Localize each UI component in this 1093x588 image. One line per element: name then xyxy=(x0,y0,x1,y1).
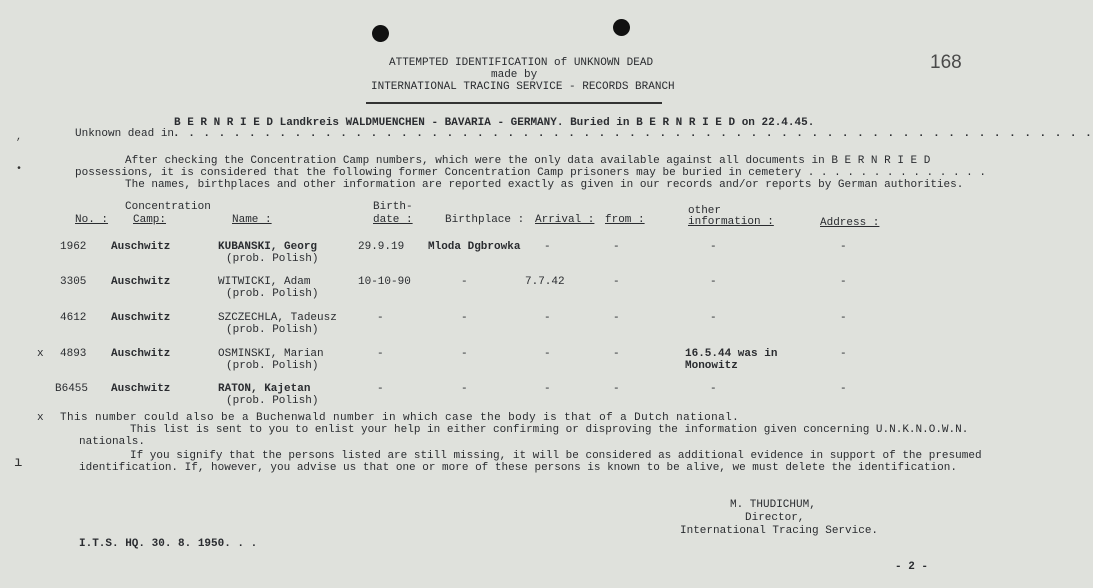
row-from: - xyxy=(613,348,620,360)
row-no: 3305 xyxy=(60,276,87,288)
row-no: 4893 xyxy=(60,348,87,360)
footer-reference: I.T.S. HQ. 30. 8. 1950. . . xyxy=(79,538,258,550)
row-address: - xyxy=(840,312,847,324)
header-from: from : xyxy=(605,214,645,226)
row-address: - xyxy=(840,241,847,253)
row-name: OSMINSKI, Marian xyxy=(218,348,324,360)
row-camp: Auschwitz xyxy=(111,276,171,288)
body-para2-line1: If you signify that the persons listed are still missing, it will be considered as additional evidence in support of the presumed xyxy=(130,450,982,462)
row-from: - xyxy=(613,312,620,324)
intro-line1: After checking the Concentration Camp numbers, which were the only data available against all documents in B E R N R I E D xyxy=(125,155,931,167)
row-from: - xyxy=(613,241,620,253)
unknown-dead-dots: . . . . . . . . . . . . . . . . . . . . . . . . . . . . . . . . . . . . . . . . . . . . . . . . . . . . . . . . . . . . . xyxy=(173,128,1093,140)
header-address: Address : xyxy=(820,217,880,229)
row-name-note: (prob. Polish) xyxy=(226,395,319,407)
body-para2-line2: identification. If, however, you advise us that one or more of these persons is known to be alive, we must delete the identification. xyxy=(79,462,957,474)
row-name-note: (prob. Polish) xyxy=(226,324,319,336)
row-address: - xyxy=(840,383,847,395)
row-birthplace: - xyxy=(461,312,468,324)
body-para1-line2: nationals. xyxy=(79,436,146,448)
row-birthplace: - xyxy=(461,348,468,360)
row-name-note: (prob. Polish) xyxy=(226,253,319,265)
row-birthdate: - xyxy=(377,383,384,395)
punch-hole-right xyxy=(613,19,630,36)
row-other-2: Monowitz xyxy=(685,360,738,372)
row-address: - xyxy=(840,348,847,360)
row-name: RATON, Kajetan xyxy=(218,383,311,395)
header-arrival: Arrival : xyxy=(535,214,595,226)
row-camp: Auschwitz xyxy=(111,383,171,395)
intro-line2: possessions, it is considered that the following former Concentration Camp prisoners may be buried in cemetery . . . . . . . . . . . . . . xyxy=(75,167,986,179)
header-birthplace: Birthplace : xyxy=(445,214,525,226)
header-name: Name : xyxy=(232,214,272,226)
row-name-note: (prob. Polish) xyxy=(226,288,319,300)
header-birth-top: Birth- xyxy=(373,201,413,213)
row-address: - xyxy=(840,276,847,288)
row-other: - xyxy=(710,312,717,324)
row-name: SZCZECHLA, Tadeusz xyxy=(218,312,337,324)
row-other: - xyxy=(710,276,717,288)
row-arrival: - xyxy=(544,241,551,253)
footnote-text: This number could also be a Buchenwald number in which case the body is that of a Dutch national. xyxy=(60,412,740,424)
row-birthplace: - xyxy=(461,276,468,288)
row-birthplace: - xyxy=(461,383,468,395)
row-name: KUBANSKI, Georg xyxy=(218,241,318,253)
row-birthdate: 29.9.19 xyxy=(358,241,405,253)
signature-org: International Tracing Service. xyxy=(680,525,879,537)
row-other: - xyxy=(710,241,717,253)
row-arrival: - xyxy=(544,383,551,395)
header-title-line3: INTERNATIONAL TRACING SERVICE - RECORDS BRANCH xyxy=(371,81,675,93)
header-no: No. : xyxy=(75,214,109,226)
header-other-bottom: information : xyxy=(688,216,774,228)
body-para1-line1: This list is sent to you to enlist your help in either confirming or disproving the information given concerning U.N.K.N.O.W.N. xyxy=(130,424,969,436)
punch-hole-left xyxy=(372,25,389,42)
page-number-stamp: 168 xyxy=(930,52,962,73)
row-no: 1962 xyxy=(60,241,87,253)
row-arrival: - xyxy=(544,312,551,324)
location-line: B E R N R I E D Landkreis WALDMUENCHEN - BAVARIA - GERMANY. Buried in B E R N R I E D on 22.4.45. xyxy=(174,117,815,129)
header-title-line1: ATTEMPTED IDENTIFICATION of UNKNOWN DEAD xyxy=(389,57,654,69)
margin-tick: • xyxy=(16,164,23,175)
row-camp: Auschwitz xyxy=(111,348,171,360)
margin-tick: ı xyxy=(14,455,23,471)
row-other: 16.5.44 was in xyxy=(685,348,778,360)
header-camp-bottom: Camp: xyxy=(133,214,167,226)
row-arrival: - xyxy=(544,348,551,360)
row-birthdate: - xyxy=(377,348,384,360)
header-other-top: other xyxy=(688,205,722,217)
footnote-mark: x xyxy=(37,412,44,424)
header-camp-top: Concentration xyxy=(125,201,211,213)
intro-line3: The names, birthplaces and other information are reported exactly as given in our records and/or reports by German authorities. xyxy=(125,179,964,191)
header-underline xyxy=(366,102,662,104)
row-camp: Auschwitz xyxy=(111,312,171,324)
row-name: WITWICKI, Adam xyxy=(218,276,311,288)
row-birthdate: - xyxy=(377,312,384,324)
row-from: - xyxy=(613,276,620,288)
signature-name: M. THUDICHUM, xyxy=(730,499,816,511)
header-title-line2: made by xyxy=(491,69,538,81)
row-birthdate: 10-10-90 xyxy=(358,276,411,288)
row-other: - xyxy=(710,383,717,395)
row-from: - xyxy=(613,383,620,395)
unknown-dead-label: Unknown dead in xyxy=(75,128,175,140)
row-arrival: 7.7.42 xyxy=(525,276,565,288)
signature-title: Director, xyxy=(745,512,805,524)
footer-page-number: - 2 - xyxy=(895,561,929,573)
row-no: 4612 xyxy=(60,312,87,324)
margin-tick: , xyxy=(16,132,23,143)
row-mark: x xyxy=(37,348,44,360)
row-camp: Auschwitz xyxy=(111,241,171,253)
header-birth-bottom: date : xyxy=(373,214,413,226)
row-no: B6455 xyxy=(55,383,89,395)
row-name-note: (prob. Polish) xyxy=(226,360,319,372)
row-birthplace: Mloda Dgbrowka xyxy=(428,241,521,253)
